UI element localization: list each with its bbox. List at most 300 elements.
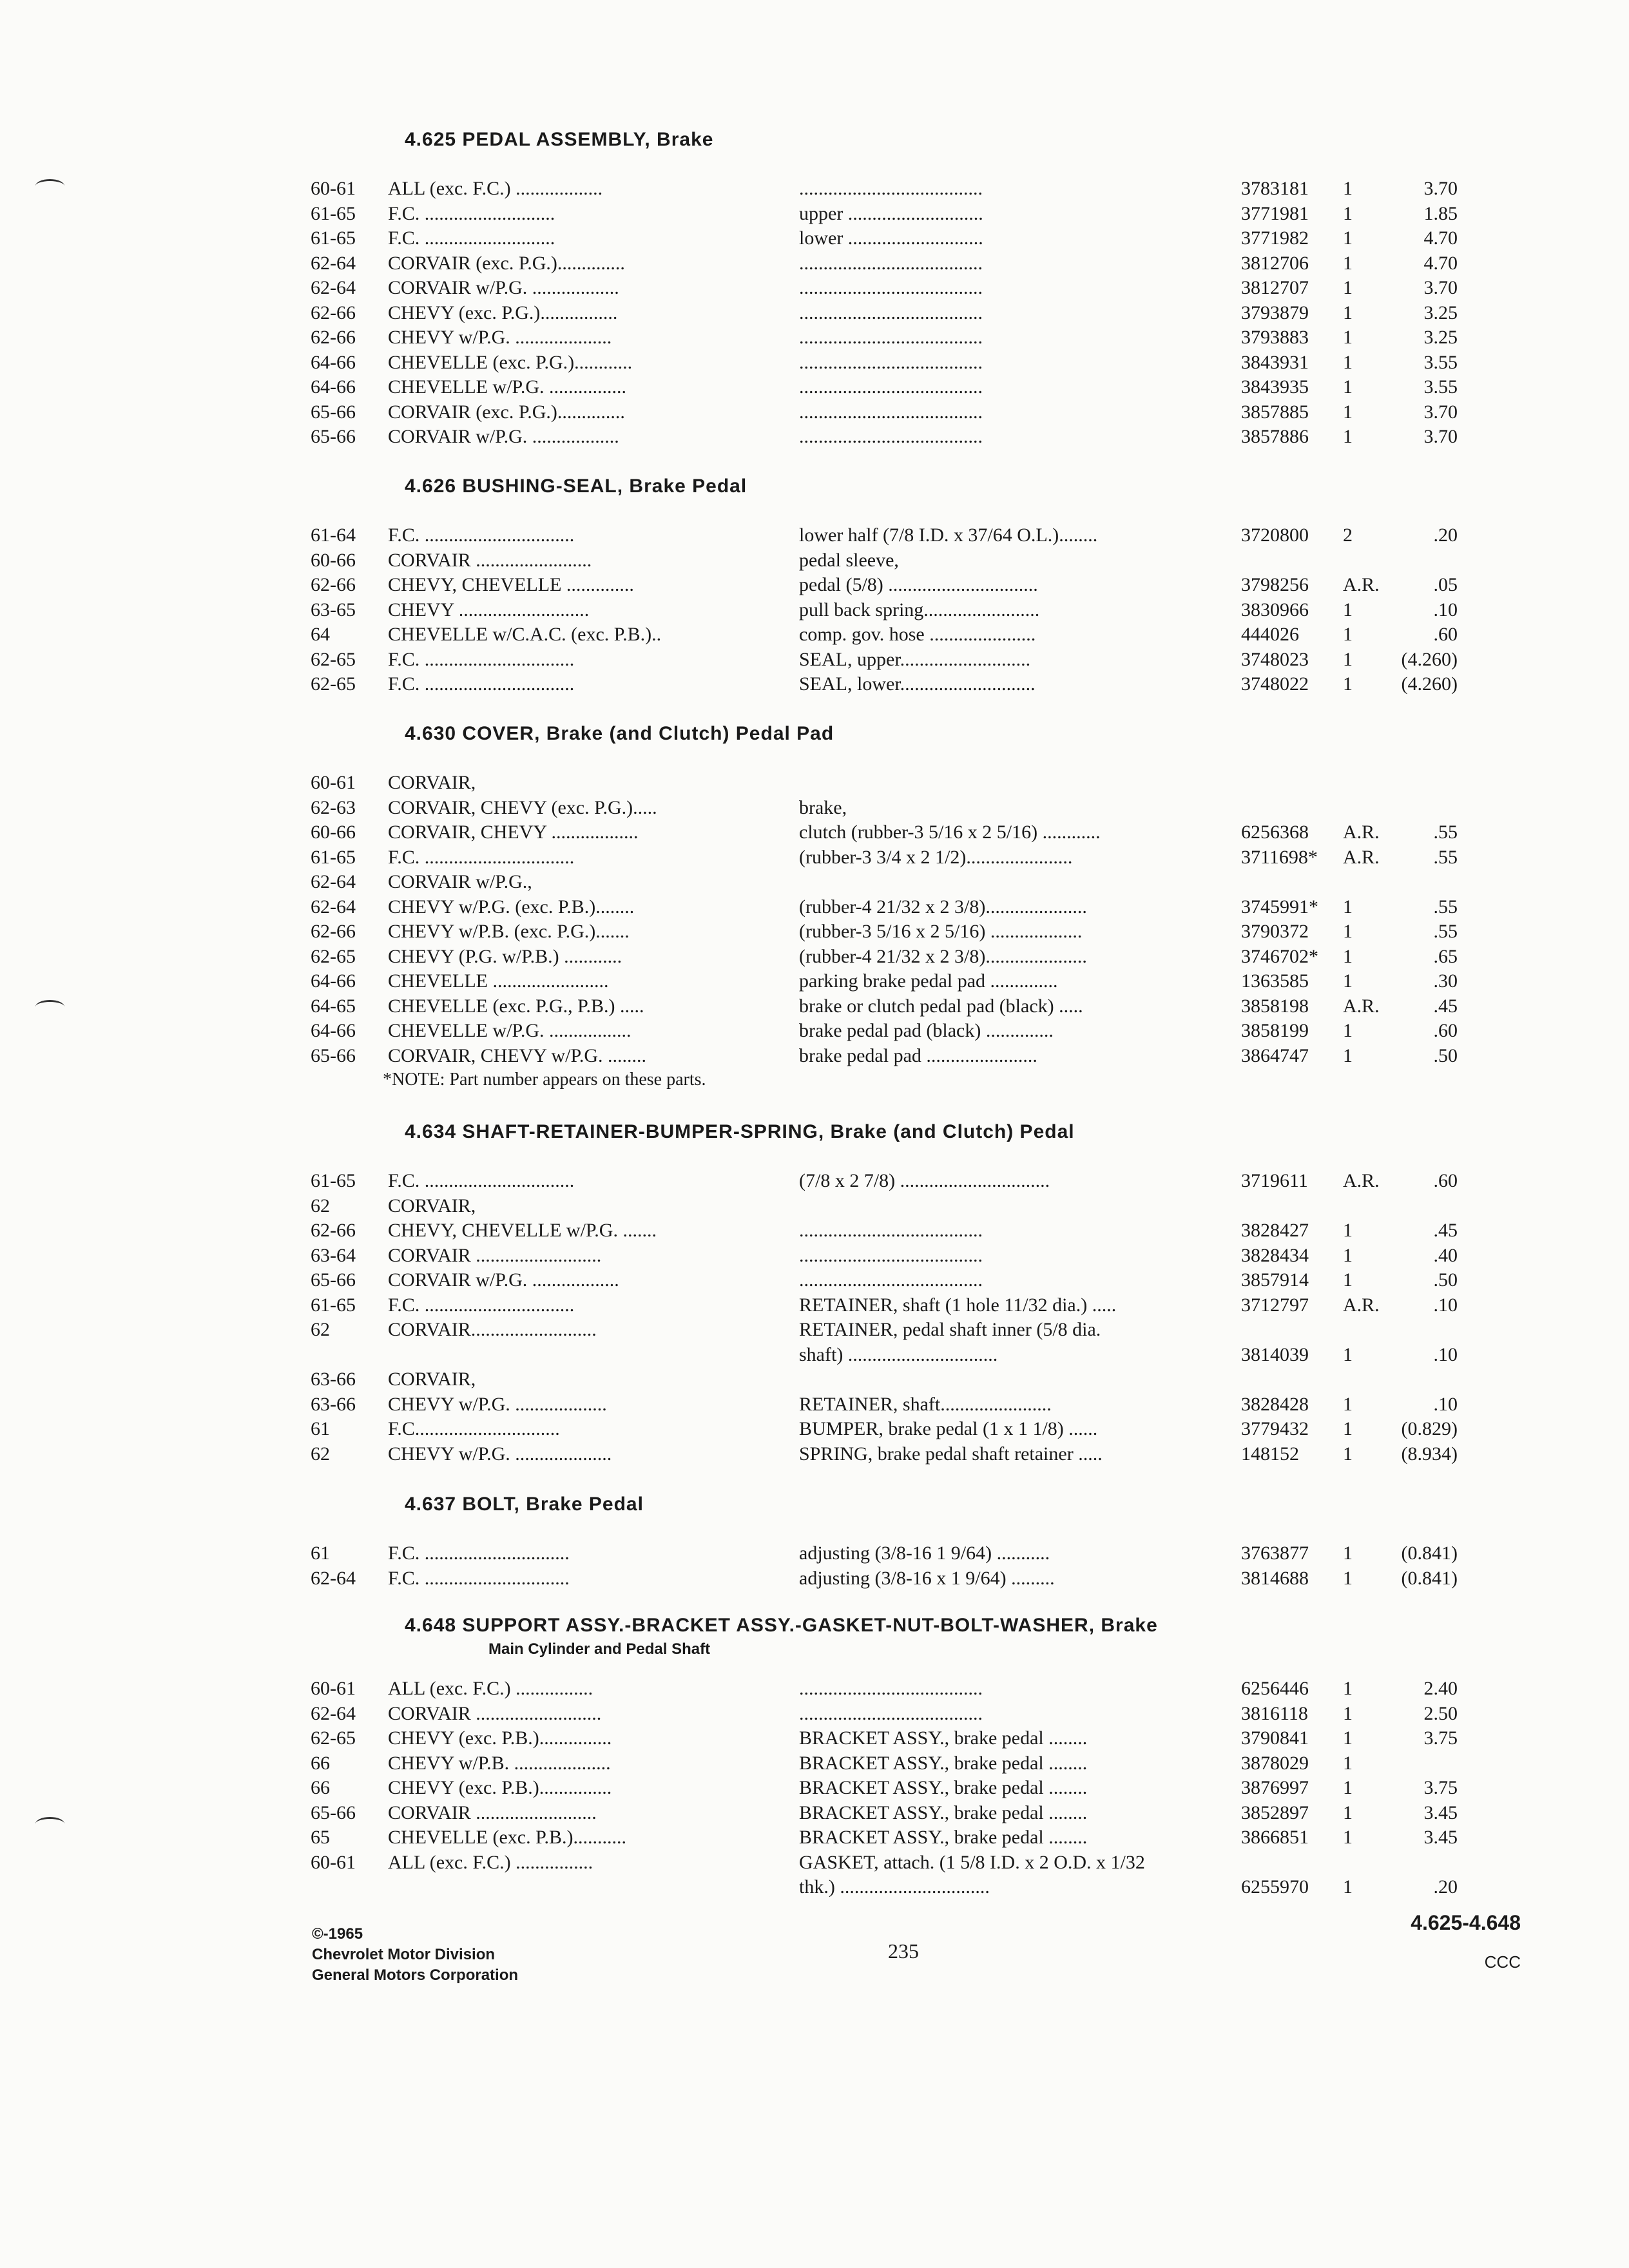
parts-table [0,1677,1629,1900]
model-cell: CHEVELLE (exc. P.G.)............ [388,351,633,373]
year-cell: 62-63 [311,796,356,818]
quantity-cell: 1 [1343,896,1353,918]
division-line: Chevrolet Motor Division [312,1946,496,1963]
section-title: 4.637 BOLT, Brake Pedal [405,1494,644,1515]
price-cell: (0.841) [1401,1542,1458,1564]
part-number-cell: 3748022 [1241,673,1309,695]
quantity-cell: 1 [1343,1542,1353,1564]
quantity-cell: 1 [1343,624,1353,645]
table-row [0,771,1629,796]
model-cell: F.C. ............................... [388,648,575,670]
part-number-cell: 3828428 [1241,1393,1309,1415]
description-cell: comp. gov. hose ...................... [799,624,1036,645]
year-cell: 61-65 [311,1170,356,1191]
description-cell: ...................................... [799,277,983,298]
model-cell: CORVAIR w/P.G. .................. [388,1269,619,1291]
part-number-cell: 6256368 [1241,822,1309,843]
year-cell: 64-66 [311,351,356,373]
description-cell: ...................................... [799,1678,983,1699]
part-number-cell: 3876997 [1241,1777,1309,1798]
table-row [0,919,1629,945]
model-cell: CORVAIR, CHEVY (exc. P.G.)..... [388,796,657,818]
model-cell: CHEVY (exc. P.G.)................ [388,302,618,323]
quantity-cell: A.R. [1343,822,1380,843]
quantity-cell: 1 [1343,277,1353,298]
description-cell: pull back spring........................ [799,599,1040,620]
part-number-cell: 3771981 [1241,202,1309,224]
quantity-cell: 1 [1343,673,1353,695]
model-cell: CHEVY, CHEVELLE .............. [388,574,634,595]
part-number-cell: 3793879 [1241,302,1309,323]
table-row [0,1244,1629,1269]
model-cell: F.C. ........................... [388,202,555,224]
model-cell: F.C. ........................... [388,227,555,249]
table-row [0,622,1629,648]
model-cell: CHEVY w/P.B. (exc. P.G.)....... [388,921,630,942]
price-cell: (4.260) [1401,673,1458,695]
quantity-cell: A.R. [1343,995,1380,1017]
quantity-cell: 1 [1343,351,1353,373]
year-cell: 64-66 [311,1020,356,1041]
price-cell: .55 [1433,896,1458,918]
description-cell: brake, [799,796,847,818]
year-cell: 62-65 [311,673,356,695]
price-cell: .45 [1433,995,1458,1017]
part-number-cell: 3858199 [1241,1020,1309,1041]
model-cell: CORVAIR .......................... [388,1244,602,1266]
model-cell: CHEVY w/P.B. .................... [388,1752,611,1774]
description-cell: BRACKET ASSY., brake pedal ........ [799,1777,1088,1798]
price-cell: 3.75 [1423,1777,1458,1798]
description-cell: lower half (7/8 I.D. x 37/64 O.L.)........ [799,524,1098,546]
quantity-cell: 1 [1343,426,1353,447]
price-cell: 3.45 [1423,1802,1458,1823]
description-cell: SEAL, upper........................... [799,648,1031,670]
year-cell: 60-61 [311,1851,356,1873]
section-title: 4.630 COVER, Brake (and Clutch) Pedal Pad [405,723,834,744]
table-row [0,672,1629,697]
model-cell: CHEVY, CHEVELLE w/P.G. ....... [388,1220,657,1241]
description-cell: RETAINER, shaft....................... [799,1393,1052,1415]
model-cell: CORVAIR, CHEVY .................. [388,822,639,843]
quantity-cell: 1 [1343,945,1353,967]
table-row [0,226,1629,251]
part-number-cell: 148152 [1241,1443,1299,1465]
model-cell: F.C. ............................... [388,1294,575,1316]
description-cell: adjusting (3/8-16 x 1 9/64) ......... [799,1567,1055,1589]
year-cell: 62 [311,1195,330,1216]
quantity-cell: 1 [1343,376,1353,398]
quantity-cell: 1 [1343,1727,1353,1749]
year-cell: 65 [311,1827,330,1848]
part-number-cell: 3779432 [1241,1418,1309,1439]
description-cell: RETAINER, shaft (1 hole 11/32 dia.) ..... [799,1294,1117,1316]
part-number-cell: 3814039 [1241,1343,1309,1365]
table-row [0,1293,1629,1318]
year-cell: 61-65 [311,227,356,249]
model-cell: ALL (exc. F.C.) ................ [388,1678,593,1699]
year-cell: 65-66 [311,1802,356,1823]
year-cell: 65-66 [311,426,356,447]
quantity-cell: 1 [1343,921,1353,942]
table-row [0,351,1629,376]
description-cell: ...................................... [799,351,983,373]
model-cell: CORVAIR, [388,1195,476,1216]
section-title: 4.625 PEDAL ASSEMBLY, Brake [405,129,714,150]
table-row [0,202,1629,227]
description-cell: BRACKET ASSY., brake pedal ........ [799,1802,1088,1823]
price-cell: .10 [1433,1294,1458,1316]
year-cell: 62 [311,1319,330,1340]
part-number-cell: 3720800 [1241,524,1309,546]
model-cell: CORVAIR, [388,1369,476,1390]
year-cell: 61 [311,1542,330,1564]
description-cell: ...................................... [799,1220,983,1241]
year-cell: 62-64 [311,277,356,298]
description-cell: upper ............................ [799,202,983,224]
table-row [0,1442,1629,1467]
table-row [0,994,1629,1019]
quantity-cell: 1 [1343,648,1353,670]
quantity-cell: 1 [1343,1567,1353,1589]
part-number-cell: 3843935 [1241,376,1309,398]
section-title: 4.634 SHAFT-RETAINER-BUMPER-SPRING, Brake (and Clutch) Pedal [405,1121,1075,1142]
model-cell: F.C. ............................... [388,673,575,695]
table-row [0,1677,1629,1702]
price-cell: 2.50 [1423,1702,1458,1724]
model-cell: CHEVY ........................... [388,599,590,620]
quantity-cell: 1 [1343,1393,1353,1415]
part-number-cell: 6255970 [1241,1876,1309,1898]
price-cell: .20 [1433,1876,1458,1898]
model-cell: CORVAIR, [388,772,476,793]
price-cell: 3.70 [1423,277,1458,298]
year-cell: 60-61 [311,1678,356,1699]
price-cell: 3.25 [1423,327,1458,348]
quantity-cell: 1 [1343,1269,1353,1291]
quantity-cell: 1 [1343,401,1353,423]
description-cell: thk.) ............................... [799,1876,990,1898]
model-cell: F.C. .............................. [388,1567,570,1589]
description-cell: clutch (rubber-3 5/16 x 2 5/16) ............ [799,822,1101,843]
model-cell: CORVAIR w/P.G. .................. [388,277,619,298]
price-cell: 4.70 [1423,227,1458,249]
price-cell: .50 [1433,1269,1458,1291]
quantity-cell: 1 [1343,599,1353,620]
year-cell: 62-65 [311,648,356,670]
table-row [0,1367,1629,1392]
description-cell: ...................................... [799,401,983,423]
part-number-cell: 3790372 [1241,921,1309,942]
quantity-cell: 2 [1343,524,1353,546]
part-number-cell: 3830966 [1241,599,1309,620]
year-cell: 62-66 [311,327,356,348]
price-cell: .20 [1433,524,1458,546]
price-cell: .55 [1433,921,1458,942]
year-cell: 64 [311,624,330,645]
price-cell: .40 [1433,1244,1458,1266]
model-cell: CHEVELLE w/P.G. ................ [388,376,626,398]
year-cell: 65-66 [311,1044,356,1066]
model-cell: F.C. ............................... [388,1170,575,1191]
table-row [0,1875,1629,1900]
description-cell: adjusting (3/8-16 1 9/64) ........... [799,1542,1050,1564]
model-cell: CHEVELLE ........................ [388,970,609,992]
model-cell: CHEVY w/P.G. .................... [388,327,612,348]
price-cell: .65 [1433,945,1458,967]
description-cell: (rubber-4 21/32 x 2 3/8)..................... [799,896,1087,918]
description-cell: BRACKET ASSY., brake pedal ........ [799,1752,1088,1774]
model-cell: CHEVY (exc. P.B.)............... [388,1727,612,1749]
table-row [0,1825,1629,1850]
quantity-cell: 1 [1343,327,1353,348]
quantity-cell: 1 [1343,1827,1353,1848]
year-cell: 62-66 [311,574,356,595]
table-row [0,1566,1629,1591]
year-cell: 64-65 [311,995,356,1017]
table-row [0,523,1629,548]
price-cell: .50 [1433,1044,1458,1066]
description-cell: RETAINER, pedal shaft inner (5/8 dia. [799,1319,1101,1340]
year-cell: 62-66 [311,302,356,323]
table-row [0,1194,1629,1219]
part-number-cell: 3857914 [1241,1269,1309,1291]
table-row [0,548,1629,573]
table-row [0,251,1629,276]
table-row [0,276,1629,301]
model-cell: CORVAIR ......................... [388,1802,597,1823]
year-cell: 61-65 [311,846,356,868]
model-cell: CHEVELLE w/P.G. ................. [388,1020,631,1041]
model-cell: CORVAIR w/P.G., [388,871,532,892]
table-row [0,375,1629,400]
price-cell: 3.70 [1423,178,1458,199]
part-number-cell: 3857885 [1241,401,1309,423]
part-number-cell: 3843931 [1241,351,1309,373]
year-cell: 65-66 [311,401,356,423]
price-cell: .60 [1433,1170,1458,1191]
price-cell: 4.70 [1423,252,1458,274]
price-cell: .10 [1433,1393,1458,1415]
quantity-cell: 1 [1343,178,1353,199]
quantity-cell: 1 [1343,302,1353,323]
price-cell: .05 [1433,574,1458,595]
price-cell: 1.85 [1423,202,1458,224]
model-cell: CHEVY w/P.G. ................... [388,1393,607,1415]
corporation-line: General Motors Corporation [312,1966,519,1984]
model-cell: CHEVELLE (exc. P.G., P.B.) ..... [388,995,644,1017]
part-number-cell: 3812707 [1241,277,1309,298]
parts-table [0,771,1629,1091]
quantity-cell: 1 [1343,1752,1353,1774]
quantity-cell: 1 [1343,1044,1353,1066]
description-cell: (rubber-3 3/4 x 2 1/2)...................... [799,846,1073,868]
parts-table [0,1169,1629,1466]
year-cell: 64-66 [311,970,356,992]
year-cell: 62-64 [311,1567,356,1589]
year-cell: 60-66 [311,549,356,571]
part-number-cell: 3814688 [1241,1567,1309,1589]
quantity-cell: 1 [1343,1220,1353,1241]
section-subtitle: Main Cylinder and Pedal Shaft [488,1640,711,1658]
quantity-cell: 1 [1343,1244,1353,1266]
price-cell: 3.55 [1423,351,1458,373]
model-cell: CHEVY (P.G. w/P.B.) ............ [388,945,622,967]
part-number-cell: 3798256 [1241,574,1309,595]
parts-table [0,523,1629,697]
year-cell: 61-65 [311,202,356,224]
table-row [0,1044,1629,1069]
price-cell: .10 [1433,1343,1458,1365]
table-row [0,820,1629,845]
price-cell: .45 [1433,1220,1458,1241]
table-row [0,1850,1629,1876]
model-cell: F.C. ............................... [388,846,575,868]
description-cell: SEAL, lower............................ [799,673,1036,695]
quantity-cell: 1 [1343,227,1353,249]
year-cell: 62-65 [311,945,356,967]
part-number-cell: 3812706 [1241,252,1309,274]
model-cell: CHEVY (exc. P.B.)............... [388,1777,612,1798]
year-cell: 62-64 [311,252,356,274]
description-cell: brake pedal pad (black) .............. [799,1020,1054,1041]
price-cell: (8.934) [1401,1443,1458,1465]
part-number-cell: 3793883 [1241,327,1309,348]
table-row [0,895,1629,920]
part-number-cell: 3771982 [1241,227,1309,249]
quantity-cell: 1 [1343,1343,1353,1365]
table-row [0,1169,1629,1194]
quantity-cell: 1 [1343,1876,1353,1898]
model-cell: CORVAIR, CHEVY w/P.G. ........ [388,1044,646,1066]
table-row [0,1726,1629,1751]
model-cell: F.C. .............................. [388,1542,570,1564]
table-row [0,1541,1629,1566]
model-cell: ALL (exc. F.C.) .................. [388,178,603,199]
description-cell: ...................................... [799,426,983,447]
price-cell: 3.25 [1423,302,1458,323]
price-cell: .60 [1433,1020,1458,1041]
part-number-cell: 3719611 [1241,1170,1308,1191]
price-cell: (4.260) [1401,648,1458,670]
price-cell: .10 [1433,599,1458,620]
year-cell: 62-64 [311,896,356,918]
table-row [0,1801,1629,1826]
parts-table [0,177,1629,450]
model-cell: CHEVELLE w/C.A.C. (exc. P.B.).. [388,624,662,645]
section-note: *NOTE: Part number appears on these parts. [383,1070,706,1090]
quantity-cell: 1 [1343,252,1353,274]
table-row [0,598,1629,623]
quantity-cell: 1 [1343,1678,1353,1699]
part-number-cell: 3763877 [1241,1542,1309,1564]
year-cell: 63-66 [311,1369,356,1390]
price-cell: .60 [1433,624,1458,645]
year-cell: 62-65 [311,1727,356,1749]
table-row [0,648,1629,673]
table-row [0,969,1629,994]
quantity-cell: 1 [1343,1777,1353,1798]
quantity-cell: A.R. [1343,1170,1380,1191]
price-cell: 3.55 [1423,376,1458,398]
part-number-cell: 3746702* [1241,945,1318,967]
quantity-cell: 1 [1343,1802,1353,1823]
description-cell: pedal sleeve, [799,549,899,571]
year-cell: 66 [311,1777,330,1798]
part-number-cell: 3852897 [1241,1802,1309,1823]
part-number-cell: 3857886 [1241,426,1309,447]
model-cell: CORVAIR w/P.G. .................. [388,426,619,447]
copyright-line: ©-1965 [312,1925,363,1943]
description-cell: SPRING, brake pedal shaft retainer ..... [799,1443,1103,1465]
model-cell: F.C.............................. [388,1418,560,1439]
quantity-cell: A.R. [1343,574,1380,595]
table-row [0,1392,1629,1418]
description-cell: ...................................... [799,1244,983,1266]
description-cell: (7/8 x 2 7/8) ............................... [799,1170,1050,1191]
part-number-cell: 3828427 [1241,1220,1309,1241]
quantity-cell: 1 [1343,1702,1353,1724]
table-row [0,870,1629,895]
quantity-cell: A.R. [1343,846,1380,868]
description-cell: pedal (5/8) ............................... [799,574,1038,595]
model-cell: ALL (exc. F.C.) ................ [388,1851,593,1873]
part-number-cell: 1363585 [1241,970,1309,992]
model-cell: CHEVY w/P.G. (exc. P.B.)........ [388,896,635,918]
table-row [0,1019,1629,1044]
table-row [0,301,1629,326]
part-number-cell: 3816118 [1241,1702,1308,1724]
model-cell: F.C. ............................... [388,524,575,546]
table-row [0,1268,1629,1293]
description-cell: GASKET, attach. (1 5/8 I.D. x 2 O.D. x 1/32 [799,1851,1145,1873]
year-cell: 62 [311,1443,330,1465]
model-cell: CORVAIR .......................... [388,1702,602,1724]
description-cell: BUMPER, brake pedal (1 x 1 1/8) ...... [799,1418,1098,1439]
year-cell: 60-61 [311,772,356,793]
description-cell: ...................................... [799,376,983,398]
description-cell: BRACKET ASSY., brake pedal ........ [799,1727,1088,1749]
price-cell: (0.829) [1401,1418,1458,1439]
section-title: 4.648 SUPPORT ASSY.-BRACKET ASSY.-GASKET-NUT-BOLT-WASHER, Brake [405,1615,1158,1636]
year-cell: 60-66 [311,822,356,843]
description-cell: ...................................... [799,1702,983,1724]
part-number-cell: 3828434 [1241,1244,1309,1266]
year-cell: 61-65 [311,1294,356,1316]
year-cell: 66 [311,1752,330,1774]
year-cell: 62-64 [311,1702,356,1724]
description-cell: ...................................... [799,302,983,323]
year-cell: 61-64 [311,524,356,546]
model-cell: CORVAIR (exc. P.G.).............. [388,401,625,423]
table-row [0,1751,1629,1776]
table-row [0,945,1629,970]
model-cell: CHEVELLE (exc. P.B.)........... [388,1827,626,1848]
description-cell: brake or clutch pedal pad (black) ..... [799,995,1083,1017]
model-cell: CORVAIR ........................ [388,549,592,571]
table-row [0,796,1629,821]
part-number-cell: 6256446 [1241,1678,1309,1699]
quantity-cell: 1 [1343,202,1353,224]
catalog-code: CCC [1484,1952,1521,1972]
part-number-cell: 3878029 [1241,1752,1309,1774]
table-row [0,845,1629,870]
year-cell: 64-66 [311,376,356,398]
year-cell: 63-66 [311,1393,356,1415]
year-cell: 62-66 [311,1220,356,1241]
description-cell: (rubber-4 21/32 x 2 3/8)..................... [799,945,1087,967]
table-row [0,1776,1629,1801]
